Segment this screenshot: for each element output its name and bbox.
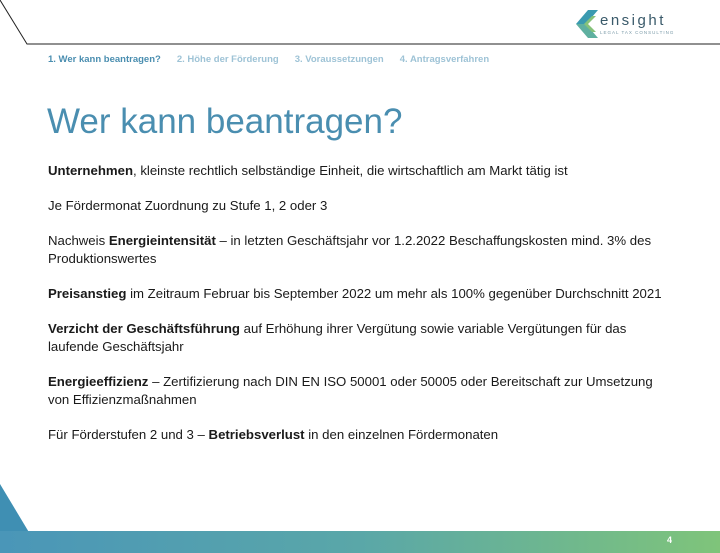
page-title: Wer kann beantragen? [47, 102, 403, 141]
logo-wordmark: ensight [600, 12, 666, 29]
paragraph-text: im Zeitraum Februar bis September 2022 um mehr als 100% gegenüber Durchschnitt 2021 [126, 286, 662, 301]
corner-decoration [0, 484, 30, 534]
paragraph-zuordnung [48, 197, 668, 215]
nav-item-voraussetzungen[interactable]: 3. Voraussetzungen [294, 54, 384, 65]
paragraph-text: – in letzten Geschäftsjahr vor 1.2.2022 Beschaffungskosten mind. 3% des Produktionswertes [48, 233, 652, 266]
nav-item-wer-kann-beantragen[interactable]: 1. Wer kann beantragen? [48, 54, 161, 65]
paragraph-bold: Betriebsverlust [208, 427, 305, 442]
nav-item-hoehe-der-foerderung[interactable]: 2. Höhe der Förderung [176, 54, 279, 65]
paragraph-text: , kleinste rechtlich selbständige Einheit, die wirtschaftlich am Markt tätig ist [133, 163, 568, 178]
footer-bar [0, 531, 720, 553]
paragraph-verzicht [48, 320, 668, 356]
nav-item-antragsverfahren[interactable]: 4. Antragsverfahren [399, 54, 490, 65]
paragraph-text: – Zertifizierung nach DIN EN ISO 50001 oder 50005 oder Bereitschaft zur Umsetzung von Effizienzmaßnahmen [48, 374, 653, 407]
paragraph-unternehmen [48, 162, 668, 180]
paragraph-bold: Verzicht der Geschäftsführung [48, 321, 240, 336]
paragraph-text: Nachweis [48, 233, 109, 248]
paragraph-text: in den einzelnen Fördermonaten [304, 427, 499, 442]
paragraph-text: auf Erhöhung ihrer Vergütung sowie variable Vergütungen für das laufende Geschäftsjahr [48, 321, 627, 354]
paragraph-energieintensitaet [48, 232, 668, 268]
paragraph-bold: Energieeffizienz [48, 374, 149, 389]
paragraph-betriebsverlust [48, 426, 668, 444]
page-number: 4 [666, 535, 672, 545]
paragraph-bold: Energieintensität [108, 233, 216, 248]
paragraph-text: Je Fördermonat Zuordnung zu Stufe 1, 2 oder 3 [48, 198, 328, 213]
paragraph-bold: Preisanstieg [48, 286, 127, 301]
section-nav [48, 54, 489, 65]
content-body [48, 162, 668, 461]
paragraph-text: Für Förderstufen 2 und 3 – [48, 427, 209, 442]
logo-tagline: LEGAL TAX CONSULTING [600, 30, 675, 35]
paragraph-bold: Unternehmen [48, 163, 133, 178]
paragraph-preisanstieg [48, 285, 668, 303]
paragraph-energieeffizienz [48, 373, 668, 409]
